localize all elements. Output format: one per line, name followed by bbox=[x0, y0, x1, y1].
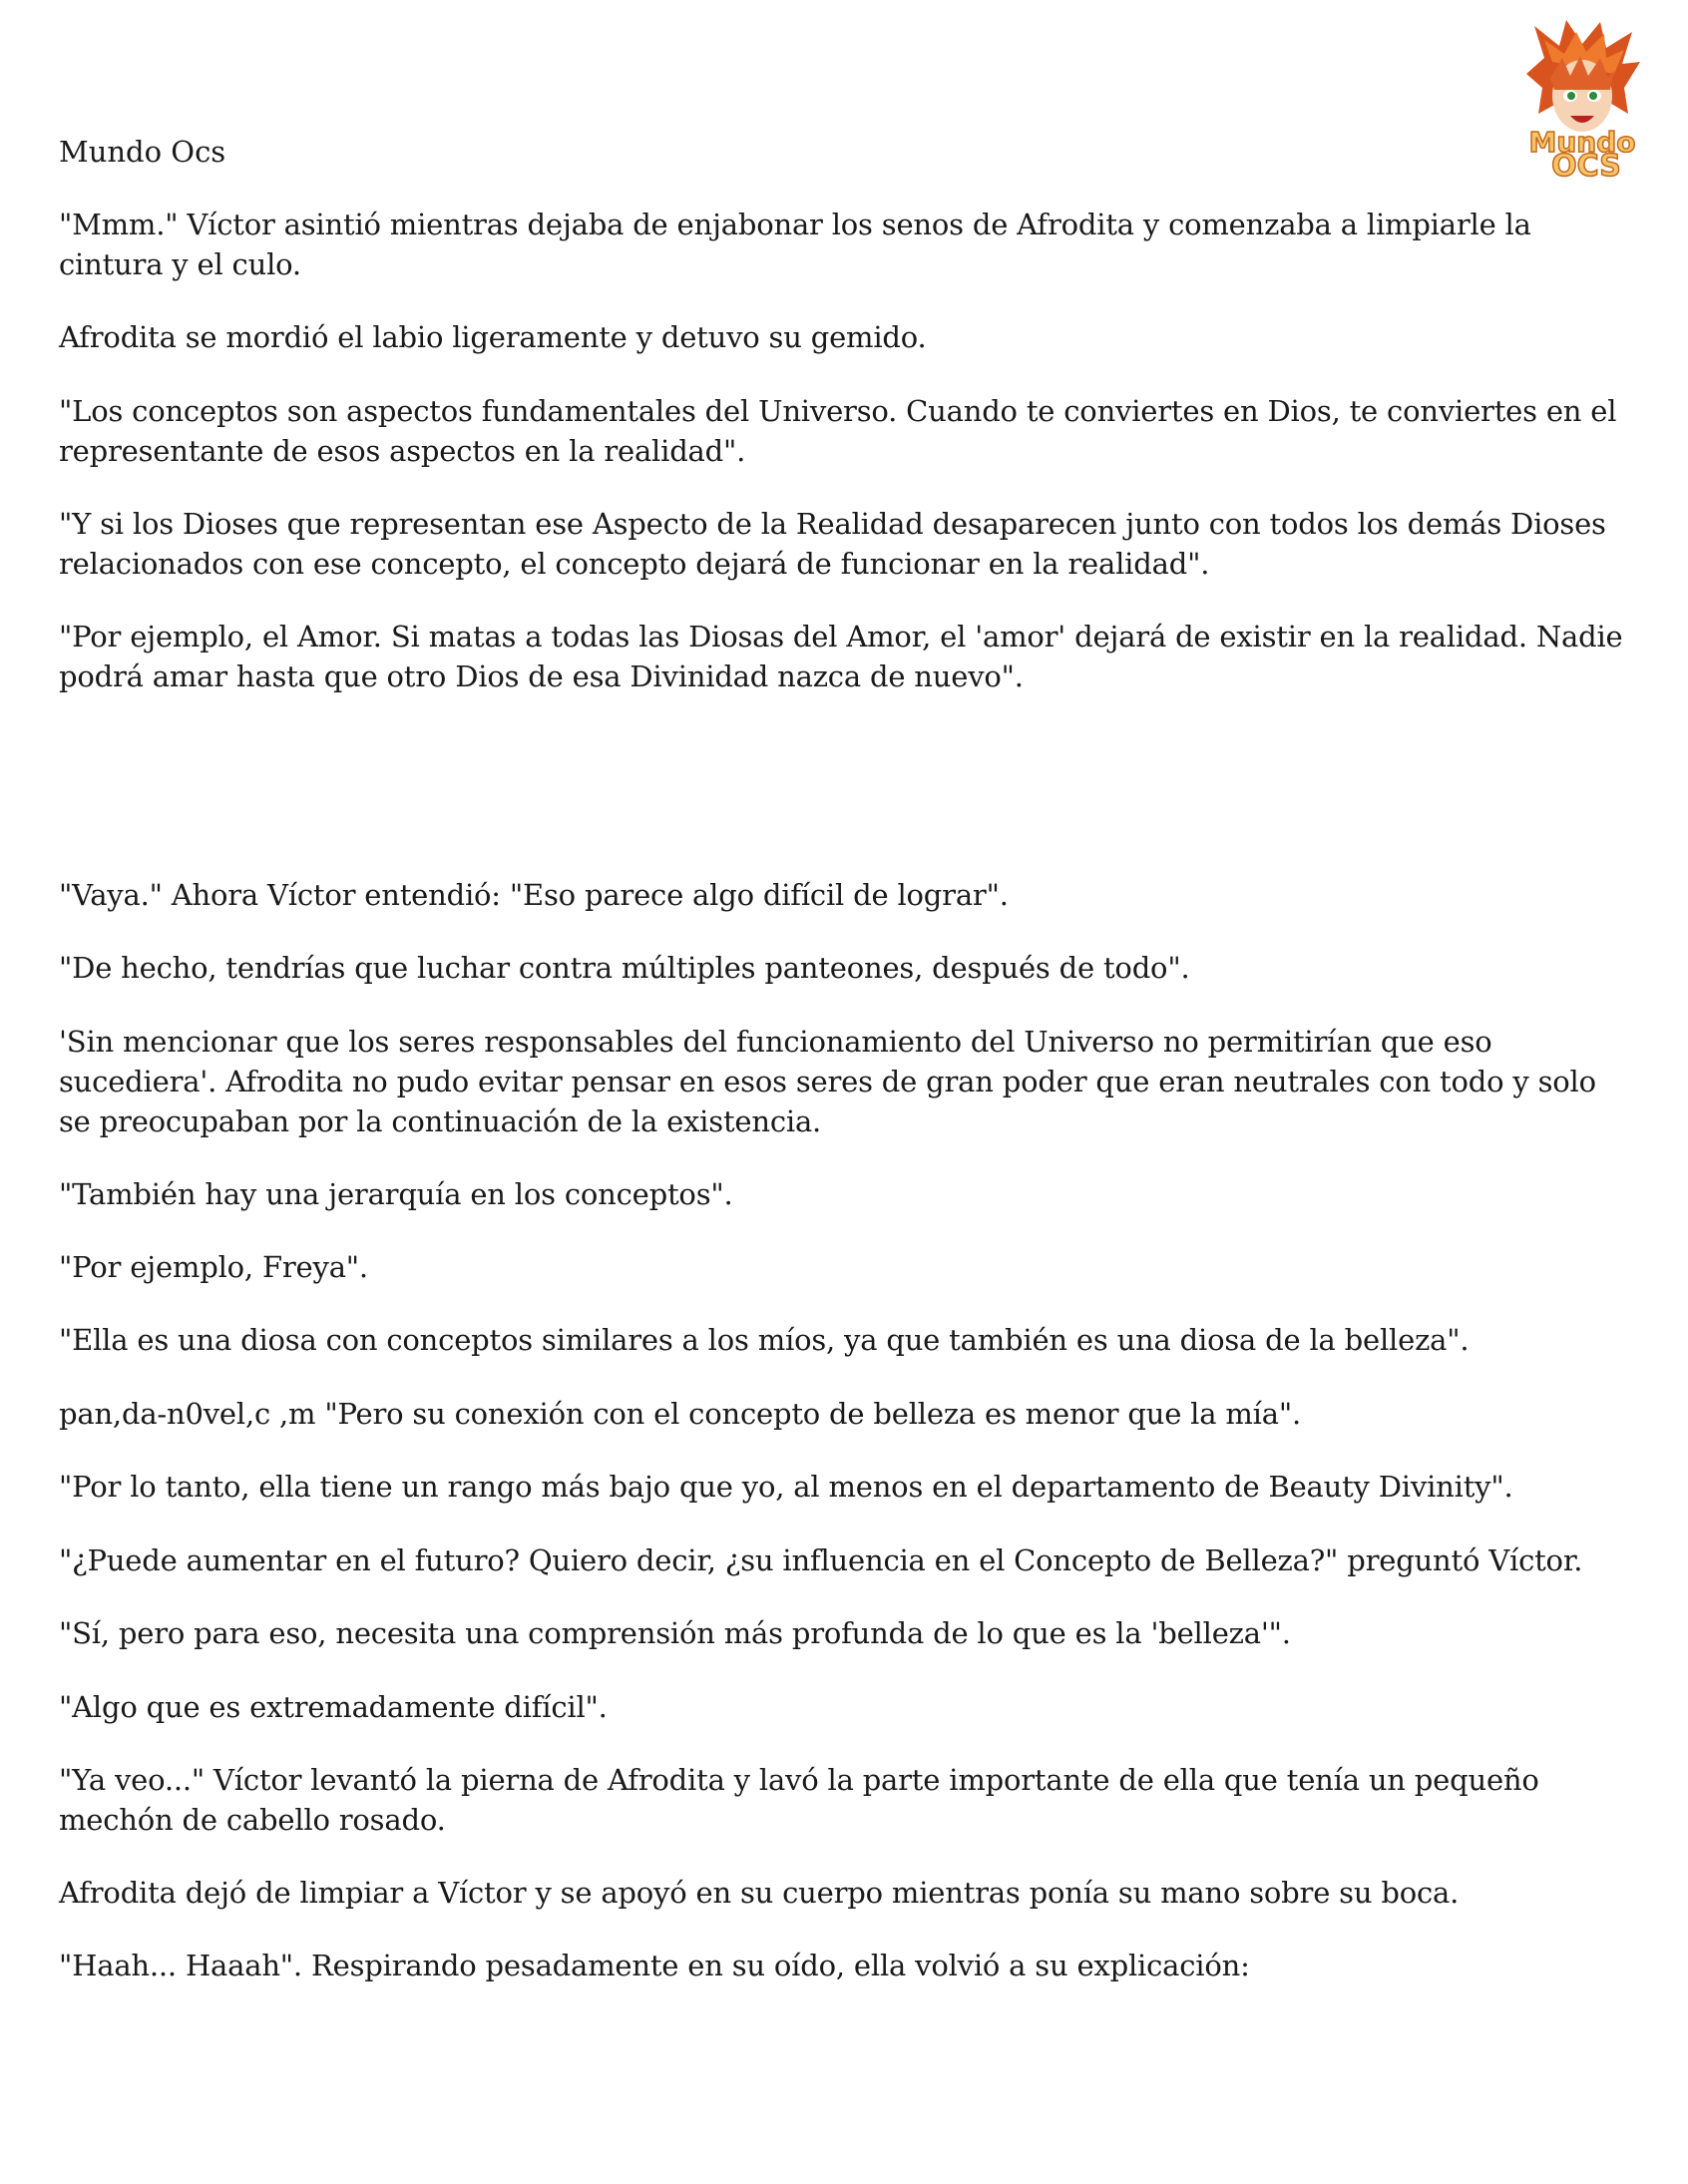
document-header: Mundo Ocs bbox=[59, 135, 226, 169]
paragraph: "Haah... Haaah". Respirando pesadamente en su oído, ella volvió a su explicación: bbox=[59, 1949, 1250, 1982]
paragraph: "Por lo tanto, ella tiene un rango más bajo que yo, al menos en el departamento de Beauty Divinity". bbox=[59, 1470, 1513, 1504]
svg-text:OCS: OCS bbox=[1551, 149, 1621, 180]
paragraph: Afrodita se mordió el labio ligeramente y detuvo su gemido. bbox=[59, 320, 927, 354]
paragraph: "Por ejemplo, el Amor. Si matas a todas las Diosas del Amor, el 'amor' dejará de existir en la realidad. Nadie podrá amar hasta que otro Dios de esa Divinidad nazca de nuevo". bbox=[59, 620, 1623, 693]
paragraph: "De hecho, tendrías que luchar contra múltiples panteones, después de todo". bbox=[59, 951, 1190, 985]
paragraph: "¿Puede aumentar en el futuro? Quiero decir, ¿su influencia en el Concepto de Belleza?" preguntó Víctor. bbox=[59, 1543, 1583, 1577]
paragraph: "Por ejemplo, Freya". bbox=[59, 1250, 368, 1284]
paragraph: 'Sin mencionar que los seres responsables del funcionamiento del Universo no permitirían que eso sucediera'. Afrodita no pudo evitar pensar en esos seres de gran poder que eran neutrales con todo y solo se preocupaban por la continuación de la existencia. bbox=[59, 1025, 1596, 1138]
paragraph: "Ya veo..." Víctor levantó la pierna de Afrodita y lavó la parte importante de ella que tenía un pequeño mechón de cabello rosado. bbox=[59, 1763, 1539, 1837]
paragraph: "Sí, pero para eso, necesita una comprensión más profunda de lo que es la 'belleza'". bbox=[59, 1616, 1291, 1650]
paragraph: "También hay una jerarquía en los conceptos". bbox=[59, 1177, 733, 1211]
paragraph: Afrodita dejó de limpiar a Víctor y se apoyó en su cuerpo mientras ponía su mano sobre su boca. bbox=[59, 1876, 1460, 1910]
paragraph: "Ella es una diosa con conceptos similares a los míos, ya que también es una diosa de la belleza". bbox=[59, 1323, 1470, 1357]
paragraph: "Mmm." Víctor asintió mientras dejaba de enjabonar los senos de Afrodita y comenzaba a limpiarle la cintura y el culo. bbox=[59, 208, 1531, 281]
paragraph: "Algo que es extremadamente difícil". bbox=[59, 1690, 608, 1724]
paragraph: "Y si los Dioses que representan ese Aspecto de la Realidad desaparecen junto con todos los demás Dioses relacionados con ese concepto, el concepto dejará de funcionar en la realidad". bbox=[59, 507, 1606, 581]
mundo-ocs-logo bbox=[1504, 18, 1660, 180]
paragraph: "Los conceptos son aspectos fundamentales del Universo. Cuando te conviertes en Dios, te conviertes en el representante de esos aspectos en la realidad". bbox=[59, 394, 1617, 468]
svg-text:Mundo: Mundo bbox=[1528, 126, 1636, 159]
paragraph: pan,da-n0vel,c ,m "Pero su conexión con el concepto de belleza es menor que la mía". bbox=[59, 1397, 1301, 1431]
paragraph: "Vaya." Ahora Víctor entendió: "Eso parece algo difícil de lograr". bbox=[59, 878, 1009, 912]
